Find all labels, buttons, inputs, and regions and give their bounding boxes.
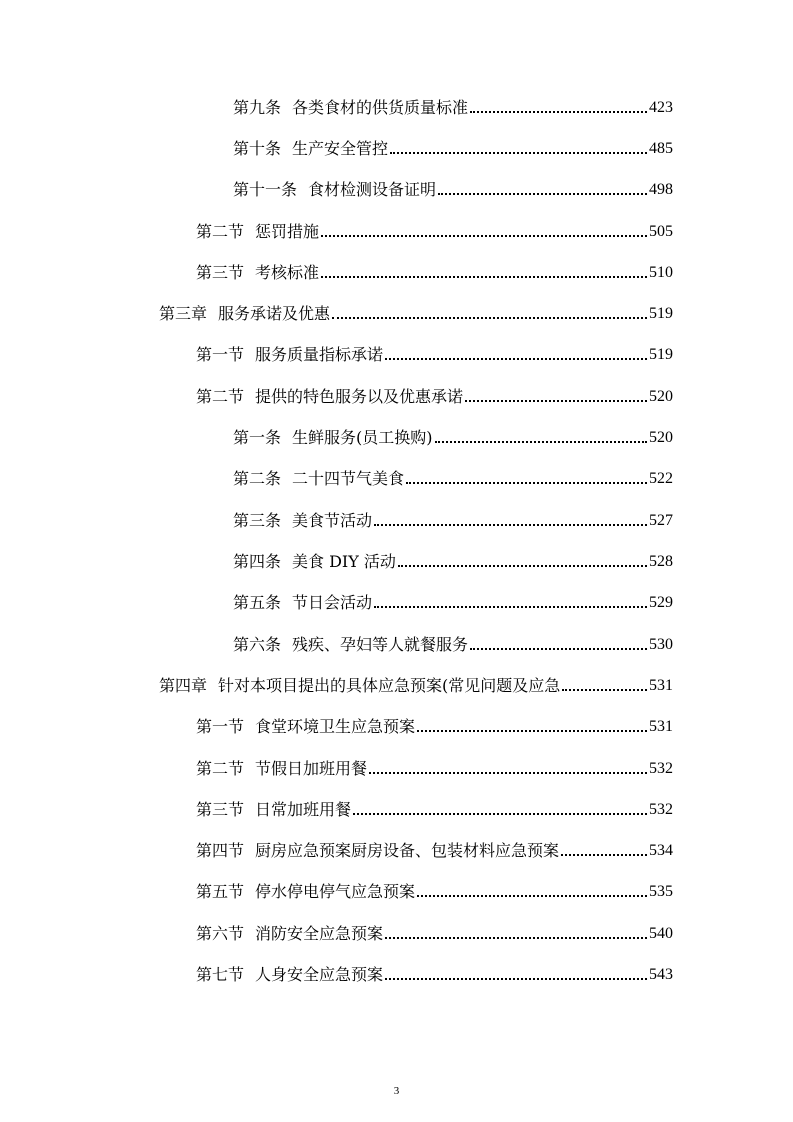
toc-entry-title: 人身安全应急预案 — [255, 965, 384, 984]
dot-leader — [321, 276, 647, 278]
toc-entry-label: 第四条 — [233, 552, 282, 571]
dot-leader — [369, 772, 647, 774]
toc-entry[interactable] — [196, 790, 673, 820]
dot-leader — [374, 524, 647, 526]
toc-entry[interactable] — [196, 253, 673, 283]
toc-entry-label: 第二节 — [196, 759, 245, 778]
toc-entry-title: 服务质量指标承诺 — [255, 345, 384, 364]
toc-entry-title: 厨房应急预案厨房设备、包装材料应急预案 — [255, 841, 560, 860]
toc-entry-label: 第六节 — [196, 924, 245, 943]
toc-entry-page: 535 — [649, 883, 673, 900]
toc-entry-page: 505 — [649, 223, 673, 240]
page-number: 3 — [393, 1085, 400, 1097]
toc-entry-title: 惩罚措施 — [255, 222, 320, 241]
toc-entry[interactable] — [233, 459, 673, 489]
toc-entry[interactable] — [196, 831, 673, 861]
toc-entry-page: 519 — [649, 305, 673, 322]
toc-entry-page: 527 — [649, 512, 673, 529]
toc-entry[interactable] — [196, 872, 673, 902]
toc-entry[interactable] — [233, 583, 673, 613]
toc-entry[interactable] — [233, 542, 673, 572]
toc-entry-title: 二十四节气美食 — [292, 469, 405, 488]
toc-entry[interactable] — [233, 170, 673, 200]
toc-entry-title: 服务承诺及优惠 — [218, 304, 331, 323]
toc-entry-title: 针对本项目提出的具体应急预案(常见问题及应急 — [218, 676, 561, 695]
toc-entry-label: 第二节 — [196, 387, 245, 406]
toc-entry[interactable] — [196, 749, 673, 779]
toc-entry-page: 528 — [649, 553, 673, 570]
dot-leader — [385, 937, 647, 939]
dot-leader — [417, 895, 647, 897]
toc-entry-page: 532 — [649, 801, 673, 818]
toc-entry-title: 生产安全管控 — [292, 139, 389, 158]
toc-entry[interactable] — [196, 335, 673, 365]
toc-entry-title: 节日会活动 — [292, 593, 373, 612]
toc-entry-label: 第四章 — [159, 676, 208, 695]
toc-entry-title: 食堂环境卫生应急预案 — [255, 717, 416, 736]
toc-entry-label: 第五条 — [233, 593, 282, 612]
toc-entry-label: 第四节 — [196, 841, 245, 860]
dot-leader — [385, 978, 647, 980]
toc-entry[interactable] — [233, 501, 673, 531]
dot-leader — [465, 400, 647, 402]
toc-entry-label: 第二条 — [233, 469, 282, 488]
toc-entry-label: 第三节 — [196, 800, 245, 819]
dot-leader — [470, 648, 647, 650]
toc-entry-label: 第九条 — [233, 98, 282, 117]
toc-entry[interactable] — [196, 707, 673, 737]
toc-entry-page: 543 — [649, 966, 673, 983]
dot-leader — [321, 235, 647, 237]
dot-leader — [438, 193, 647, 195]
toc-entry-label: 第三章 — [159, 304, 208, 323]
toc-entry[interactable] — [233, 88, 673, 118]
toc-entry-label: 第一条 — [233, 428, 282, 447]
toc-entry-title: 提供的特色服务以及优惠承诺 — [255, 387, 464, 406]
toc-entry-title: 消防安全应急预案 — [255, 924, 384, 943]
toc-entry-page: 423 — [649, 99, 673, 116]
toc-entry-title: 停水停电停气应急预案 — [255, 882, 416, 901]
toc-entry-label: 第二节 — [196, 222, 245, 241]
toc-entry-page: 531 — [649, 718, 673, 735]
dot-leader — [406, 482, 647, 484]
toc-entry-page: 540 — [649, 925, 673, 942]
toc-entry-label: 第七节 — [196, 965, 245, 984]
toc-entry-title: 各类食材的供货质量标准 — [292, 98, 469, 117]
toc-entry[interactable] — [159, 666, 673, 696]
toc-entry-label: 第三节 — [196, 263, 245, 282]
toc-entry-label: 第一节 — [196, 345, 245, 364]
toc-entry-label: 第六条 — [233, 635, 282, 654]
toc-entry-page: 498 — [649, 181, 673, 198]
dot-leader — [385, 358, 647, 360]
dot-leader — [398, 565, 647, 567]
toc-entry-title: 美食 DIY 活动 — [292, 552, 396, 571]
toc-entry[interactable] — [233, 625, 673, 655]
toc-entry[interactable] — [196, 955, 673, 985]
toc-entry-page: 534 — [649, 842, 673, 859]
toc-entry-page: 519 — [649, 346, 673, 363]
dot-leader — [417, 730, 647, 732]
toc-entry-title: 生鲜服务(员工换购) — [292, 428, 433, 447]
toc-entry-title: 美食节活动 — [292, 511, 373, 530]
toc-entry[interactable] — [159, 294, 673, 324]
toc-entry[interactable] — [233, 418, 673, 448]
toc-entry[interactable] — [196, 914, 673, 944]
toc-entry-page: 532 — [649, 760, 673, 777]
toc-entry[interactable] — [196, 212, 673, 242]
toc-entry-page: 530 — [649, 636, 673, 653]
dot-leader — [332, 317, 647, 319]
toc-entry-page: 529 — [649, 594, 673, 611]
toc-entry-label: 第三条 — [233, 511, 282, 530]
dot-leader — [374, 606, 647, 608]
toc-entry-page: 522 — [649, 470, 673, 487]
toc-entry[interactable] — [233, 129, 673, 159]
toc-entry-title: 残疾、孕妇等人就餐服务 — [292, 635, 469, 654]
toc-entry-page: 510 — [649, 264, 673, 281]
dot-leader — [435, 441, 647, 443]
dot-leader — [470, 111, 647, 113]
toc-entry-title: 节假日加班用餐 — [255, 759, 368, 778]
toc-entry-label: 第十条 — [233, 139, 282, 158]
toc-entry-page: 485 — [649, 140, 673, 157]
toc-entry-title: 考核标准 — [255, 263, 320, 282]
toc-entry-label: 第一节 — [196, 717, 245, 736]
toc-entry-page: 520 — [649, 388, 673, 405]
toc-entry-page: 531 — [649, 677, 673, 694]
toc-entry-title: 日常加班用餐 — [255, 800, 352, 819]
dot-leader — [390, 152, 647, 154]
toc-entry[interactable] — [196, 377, 673, 407]
dot-leader — [353, 813, 647, 815]
dot-leader — [561, 854, 647, 856]
dot-leader — [562, 689, 647, 691]
toc-entry-page: 520 — [649, 429, 673, 446]
toc-entry-label: 第五节 — [196, 882, 245, 901]
toc-entry-title: 食材检测设备证明 — [308, 180, 437, 199]
toc-entry-label: 第十一条 — [233, 180, 298, 199]
